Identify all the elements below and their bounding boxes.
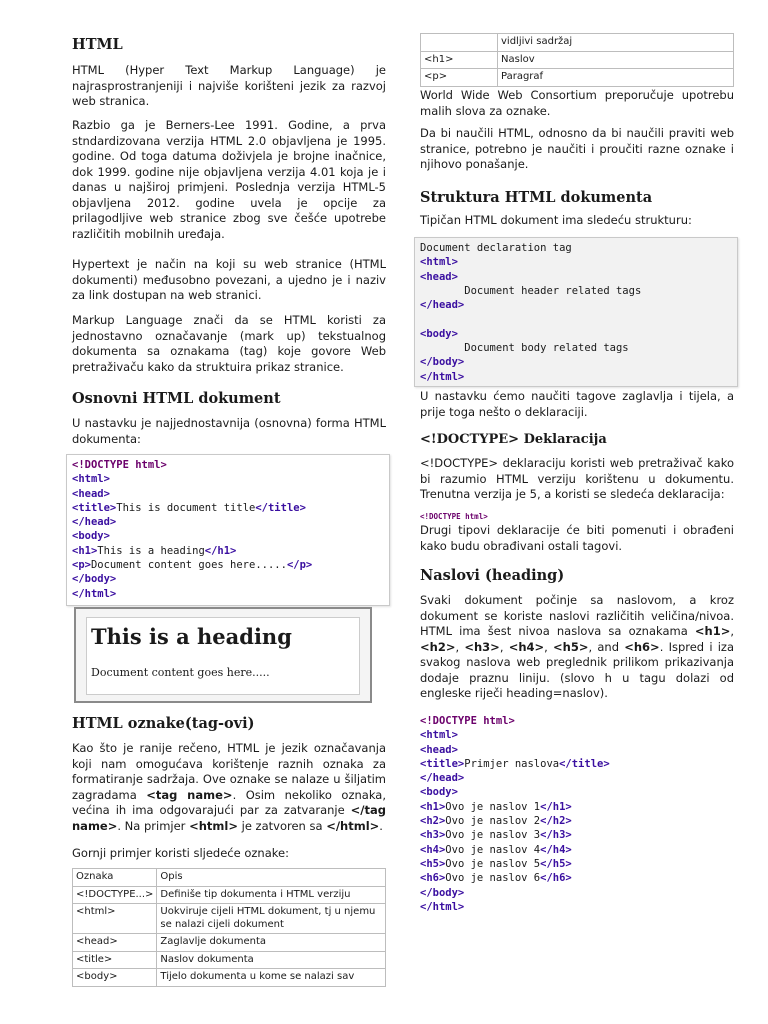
- structure-title: Struktura HTML dokumenta: [420, 189, 653, 206]
- title-html: HTML: [72, 36, 123, 53]
- table-row: [73, 886, 386, 904]
- table-cell: Naslov dokumenta: [157, 951, 386, 969]
- intro-paragraph-3: Hypertext je način na koji su web stranice (HTML dokumenti) međusobno povezani, a ujedno je i naziv za link dostupan na web stranici.: [72, 257, 386, 302]
- w3c-paragraph: World Wide Web Consortium preporučuje upotrebu malih slova za oznake.: [420, 88, 734, 118]
- code-headings: <!DOCTYPE html> <html> <head> <title>Primjer naslova</title> </head> <body> <h1>Ovo je naslov 1</h1> <h2>Ovo je naslov 2</h2> <h3>Ovo je naslov 3</h3> <h4>Ovo je naslov 4</h4> <h5>Ovo je naslov 5</h5> <h6>Ovo je naslov 6</h6> </body> </html>: [420, 715, 610, 913]
- tags-paragraph-1: Kao što je ranije rečeno, HTML je jezik označavanja koji nam omogućava korištenje raznih oznaka za formatiranje sadržaja. Ove oznake se nalaze u šiljatim zagradama <tag name>. Osim nekoliko oznaka, većina ih ima odgovarajući par za zatvaranje </tag name>. Na primjer <html> je zatvoren sa </html>.: [72, 741, 386, 833]
- browser-preview: [74, 607, 372, 703]
- preview-content: Document content goes here.....: [91, 666, 270, 679]
- table-cell: vidljivi sadržaj: [498, 34, 734, 52]
- table-row: [73, 969, 386, 987]
- tags-table-continued: [420, 33, 734, 87]
- table-row: [421, 69, 734, 87]
- table-cell: <head>: [73, 934, 157, 952]
- preview-viewport: [86, 617, 360, 695]
- table-cell: <p>: [421, 69, 498, 87]
- table-row: [73, 951, 386, 969]
- table-cell: <h1>: [421, 51, 498, 69]
- table-cell: [421, 34, 498, 52]
- doctype-paragraph: <!DOCTYPE> deklaraciju koristi web pretraživač kako bi razumio HTML verziju korištenu u dokumentu. Trenutna verzija je 5, a koristi se sledeća deklaracija:: [420, 456, 734, 501]
- table-cell: Tijelo dokumenta u kome se nalazi sav: [157, 969, 386, 987]
- table-cell: <!DOCTYPE...>: [73, 886, 157, 904]
- heading-section-title: Naslovi (heading): [420, 567, 565, 584]
- table-row: [73, 934, 386, 952]
- table-cell: Zaglavlje dokumenta: [157, 934, 386, 952]
- intro-paragraph-2: Razbio ga je Berners-Lee 1991. Godine, a prva stndardizovana verzija HTML 2.0 objavljena je 1995. godine. Od toga datuma doživjela je brojne inačnice, dok 1999. godine nije objavljena verzija 4.01 koja je i danas u najširoj primjeni. Poslednja verzija HTML-5 objavljena 2012. godine uvela je opcije za prilagodljive web stranice zbog sve češće upotrebe različitih mobilnih uređaja.: [72, 118, 386, 241]
- table-cell: <html>: [73, 904, 157, 934]
- code-basic-document: <!DOCTYPE html> <html> <head> <title>This is document title</title> </head> <body> <h1>This is a heading</h1> <p>Document content goes here.....</p> </body> </html>: [66, 454, 390, 606]
- table-cell: Naslov: [498, 51, 734, 69]
- table-header-row: [73, 869, 386, 887]
- structure-text: Tipičan HTML dokument ima sledeću strukturu:: [420, 213, 692, 227]
- code-structure: Document declaration tag <html> <head> Document header related tags </head> <body> Document body related tags </body> </html>: [414, 237, 738, 387]
- intro-paragraph-4: Markup Language znači da se HTML koristi za jednostavno označavanje (mark up) tekstualnog dokumenta sa oznakama (tag) koje govore Web pretraživaču kako da struktuira prikaz stranice.: [72, 313, 386, 374]
- table-cell: Uokviruje cijeli HTML dokument, tj u njemu se nalazi cijeli dokument: [157, 904, 386, 934]
- tags-table: [72, 868, 386, 987]
- doctype-code: <!DOCTYPE html>: [420, 512, 488, 521]
- table-row: [73, 904, 386, 934]
- table-header-cell: Opis: [157, 869, 386, 887]
- section-tags-title: HTML oznake(tag-ovi): [72, 715, 255, 732]
- table-row: [421, 51, 734, 69]
- table-header-cell: Oznaka: [73, 869, 157, 887]
- after-structure-paragraph: U nastavku ćemo naučiti tagove zaglavlja i tijela, a prije toga nešto o deklaraciji.: [420, 389, 734, 419]
- table-cell: Definiše tip dokumenta i HTML verziju: [157, 886, 386, 904]
- heading-paragraph: Svaki dokument počinje sa naslovom, a kroz dokument se koriste naslovi različitih veličina/nivoa. HTML ima šest nivoa naslova sa oznakama <h1>, <h2>, <h3>, <h4>, <h5>, and <h6>. Ispred i iza svakog naslova web preglednik prilikom prikazivanja dodaje praznu liniju. (slovo h u tagu dolazi od engleske riječi heading=naslov).: [420, 593, 735, 700]
- table-row: [421, 34, 734, 52]
- tags-paragraph-2: Gornji primjer koristi sljedeće oznake:: [72, 846, 289, 860]
- doctype-paragraph-2: Drugi tipovi deklaracije će biti pomenuti i obrađeni kako budu obrađivani ostali tagovi.: [420, 523, 734, 553]
- table-cell: <title>: [73, 951, 157, 969]
- section-basic-text: U nastavku je najjednostavnija (osnovna) forma HTML dokumenta:: [72, 416, 386, 446]
- learn-paragraph: Da bi naučili HTML, odnosno da bi naučili praviti web stranice, potrebno je naučiti i proučiti razne oznake i njihovo ponašanje.: [420, 126, 734, 171]
- preview-heading: This is a heading: [91, 624, 292, 649]
- intro-paragraph-1: HTML (Hyper Text Markup Language) je najrasprostranjeniji i najviše korišteni jezik za razvoj web stranica.: [72, 63, 386, 108]
- section-basic-title: Osnovni HTML dokument: [72, 390, 281, 407]
- table-cell: <body>: [73, 969, 157, 987]
- doctype-title: <!DOCTYPE> Deklaracija: [420, 432, 607, 447]
- table-cell: Paragraf: [498, 69, 734, 87]
